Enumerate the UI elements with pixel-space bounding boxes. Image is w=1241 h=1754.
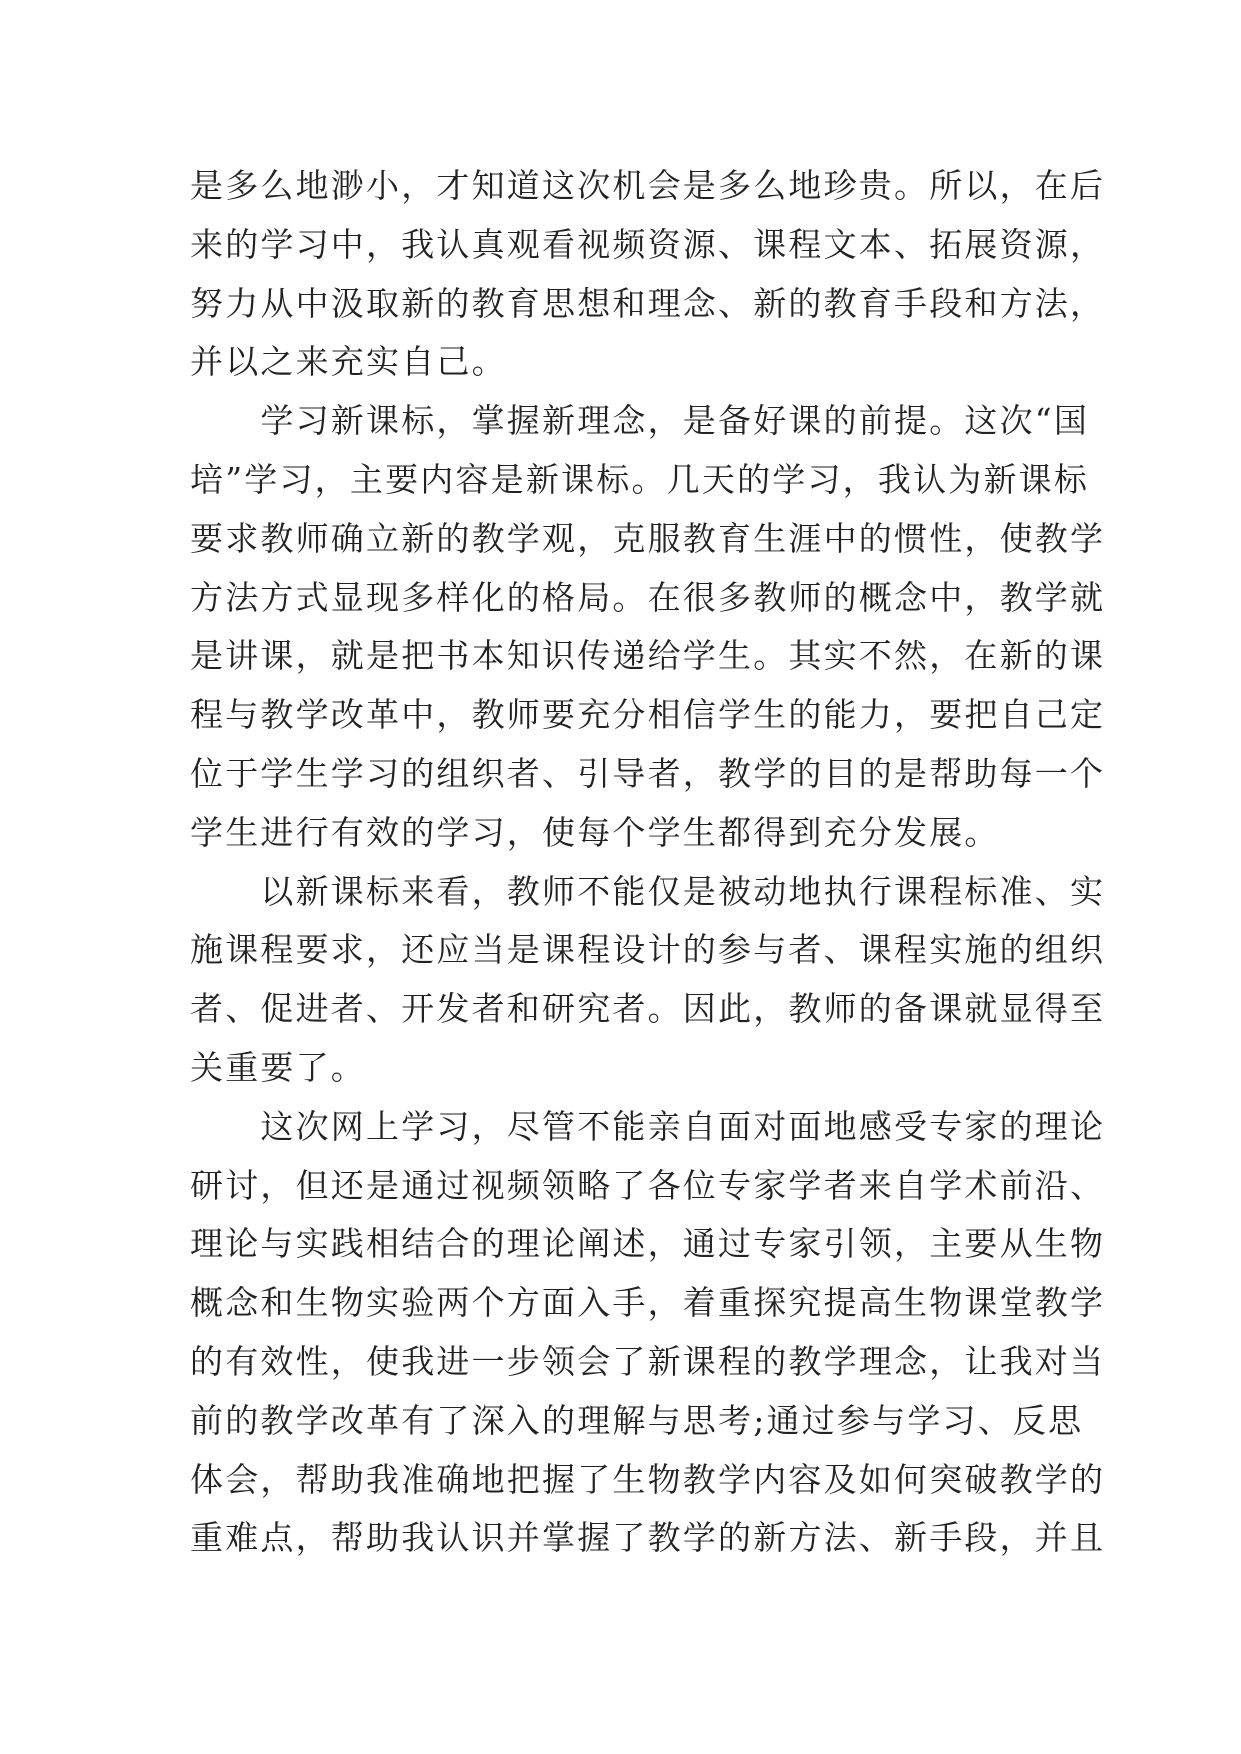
text-line: 是讲课，就是把书本知识传递给学生。其实不然，在新的课 (190, 636, 1106, 676)
text-line: 程与教学改革中，教师要充分相信学生的能力，要把自己定 (190, 695, 1106, 735)
text-line: 培”学习，主要内容是新课标。几天的学习，我认为新课标 (190, 459, 1090, 499)
text-line: 这次网上学习，尽管不能亲自面对面地感受专家的理论 (190, 1106, 1106, 1146)
text-line: 理论与实践相结合的理论阐述，通过专家引领，主要从生物 (190, 1224, 1106, 1264)
text-line: 的有效性，使我进一步领会了新课程的教学理念，让我对当 (190, 1341, 1106, 1381)
text-line: 前的教学改革有了深入的理解与思考;通过参与学习、反思 (190, 1400, 1084, 1440)
text-line: 是多么地渺小，才知道这次机会是多么地珍贵。所以，在后 (190, 166, 1106, 205)
text-line: 体会，帮助我准确地把握了生物教学内容及如何突破教学的 (190, 1459, 1106, 1499)
text-line: 并以之来充实自己。 (190, 342, 507, 382)
text-line: 要求教师确立新的教学观，克服教育生涯中的惯性，使教学 (190, 518, 1106, 558)
text-line: 施课程要求，还应当是课程设计的参与者、课程实施的组织 (190, 930, 1106, 970)
body-text (190, 157, 1106, 1568)
text-line: 学习新课标，掌握新理念，是备好课的前提。这次“国 (190, 401, 1090, 441)
text-line: 概念和生物实验两个方面入手，着重探究提高生物课堂教学 (190, 1283, 1106, 1323)
text-line: 努力从中汲取新的教育思想和理念、新的教育手段和方法， (190, 283, 1106, 323)
text-line: 以新课标来看，教师不能仅是被动地执行课程标准、实 (190, 871, 1106, 911)
text-line: 位于学生学习的组织者、引导者，教学的目的是帮助每一个 (190, 753, 1106, 793)
text-line: 学生进行有效的学习，使每个学生都得到充分发展。 (190, 812, 1000, 852)
text-line: 重难点，帮助我认识并掌握了教学的新方法、新手段，并且 (190, 1518, 1106, 1558)
text-line: 方法方式显现多样化的格局。在很多教师的概念中，教学就 (190, 577, 1106, 617)
text-line: 者、促进者、开发者和研究者。因此，教师的备课就显得至 (190, 989, 1106, 1029)
text-line: 来的学习中，我认真观看视频资源、课程文本、拓展资源， (190, 224, 1106, 264)
text-line: 关重要了。 (190, 1047, 366, 1087)
text-line: 研讨，但还是通过视频领略了各位专家学者来自学术前沿、 (190, 1165, 1106, 1205)
